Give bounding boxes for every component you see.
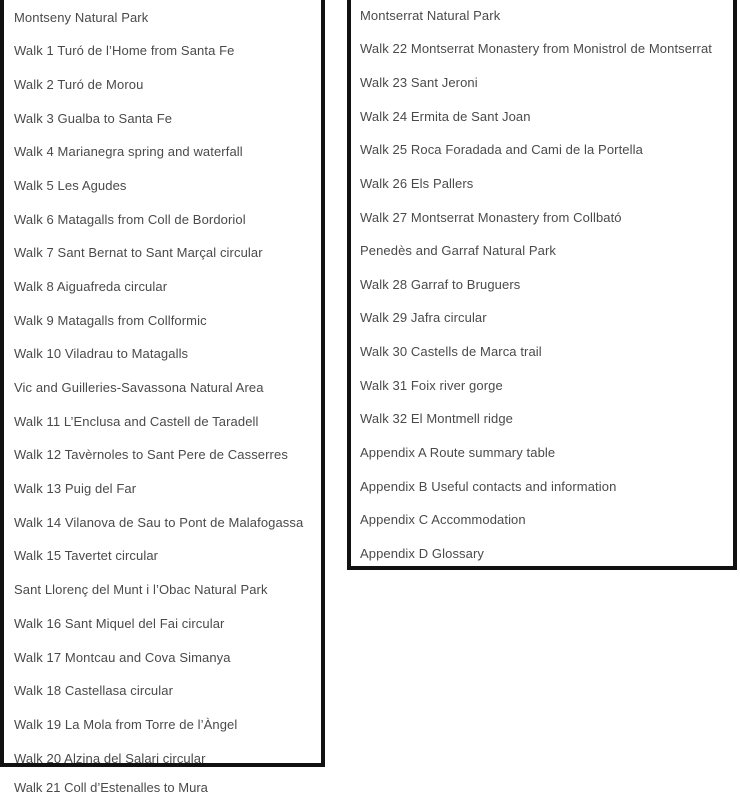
- list-item-walk-6[interactable]: Walk 6 Matagalls from Coll de Bordoriol: [14, 212, 246, 227]
- section-heading-montseny[interactable]: Montseny Natural Park: [14, 10, 149, 25]
- list-item-walk-3[interactable]: Walk 3 Gualba to Santa Fe: [14, 111, 173, 126]
- section-heading-sant-llorenc[interactable]: Sant Llorenç del Munt i l’Obac Natural Park: [14, 582, 268, 597]
- list-item-walk-19[interactable]: Walk 19 La Mola from Torre de l’Àngel: [14, 717, 238, 732]
- section-heading-vic-guilleries[interactable]: Vic and Guilleries-Savassona Natural Area: [14, 380, 264, 395]
- list-item-walk-8[interactable]: Walk 8 Aiguafreda circular: [14, 279, 168, 294]
- list-item-appendix-d[interactable]: Appendix D Glossary: [360, 546, 485, 561]
- list-item-walk-32[interactable]: Walk 32 El Montmell ridge: [360, 411, 514, 426]
- list-item-walk-16[interactable]: Walk 16 Sant Miquel del Fai circular: [14, 616, 225, 631]
- list-item-walk-15[interactable]: Walk 15 Tavertet circular: [14, 548, 159, 563]
- list-item-walk-9[interactable]: Walk 9 Matagalls from Collformic: [14, 313, 207, 328]
- list-item-walk-31[interactable]: Walk 31 Foix river gorge: [360, 378, 503, 393]
- list-item-walk-23[interactable]: Walk 23 Sant Jeroni: [360, 75, 478, 90]
- list-item-walk-1[interactable]: Walk 1 Turó de l’Home from Santa Fe: [14, 43, 235, 58]
- list-item-walk-10[interactable]: Walk 10 Viladrau to Matagalls: [14, 346, 189, 361]
- section-heading-montserrat[interactable]: Montserrat Natural Park: [360, 8, 501, 23]
- list-item-appendix-b[interactable]: Appendix B Useful contacts and information: [360, 479, 617, 494]
- list-item-walk-25[interactable]: Walk 25 Roca Foradada and Cami de la Portella: [360, 142, 643, 157]
- list-item-walk-11[interactable]: Walk 11 L’Enclusa and Castell de Taradell: [14, 414, 259, 429]
- list-item-walk-17[interactable]: Walk 17 Montcau and Cova Simanya: [14, 650, 231, 665]
- list-item-walk-18[interactable]: Walk 18 Castellasa circular: [14, 683, 173, 698]
- right-contents-panel: [347, 0, 737, 570]
- list-item-appendix-c[interactable]: Appendix C Accommodation: [360, 512, 526, 527]
- list-item-walk-29[interactable]: Walk 29 Jafra circular: [360, 310, 487, 325]
- list-item-walk-28[interactable]: Walk 28 Garraf to Bruguers: [360, 277, 521, 292]
- list-item-walk-30[interactable]: Walk 30 Castells de Marca trail: [360, 344, 542, 359]
- list-item-walk-14[interactable]: Walk 14 Vilanova de Sau to Pont de Malafogassa: [14, 515, 304, 530]
- list-item-walk-13[interactable]: Walk 13 Puig del Far: [14, 481, 137, 496]
- list-item-walk-20[interactable]: Walk 20 Alzina del Salari circular: [14, 751, 206, 766]
- list-item-walk-21[interactable]: Walk 21 Coll d’Estenalles to Mura: [14, 780, 208, 795]
- list-item-appendix-a[interactable]: Appendix A Route summary table: [360, 445, 556, 460]
- list-item-walk-7[interactable]: Walk 7 Sant Bernat to Sant Marçal circular: [14, 245, 263, 260]
- list-item-walk-12[interactable]: Walk 12 Tavèrnoles to Sant Pere de Casserres: [14, 447, 288, 462]
- list-item-walk-2[interactable]: Walk 2 Turó de Morou: [14, 77, 144, 92]
- list-item-walk-26[interactable]: Walk 26 Els Pallers: [360, 176, 474, 191]
- list-item-walk-5[interactable]: Walk 5 Les Agudes: [14, 178, 127, 193]
- list-item-walk-22[interactable]: Walk 22 Montserrat Monastery from Monistrol de Montserrat: [360, 41, 712, 56]
- left-contents-panel: [0, 0, 325, 767]
- list-item-walk-24[interactable]: Walk 24 Ermita de Sant Joan: [360, 109, 531, 124]
- list-item-walk-4[interactable]: Walk 4 Marianegra spring and waterfall: [14, 144, 243, 159]
- list-item-walk-27[interactable]: Walk 27 Montserrat Monastery from Collbató: [360, 210, 622, 225]
- section-heading-penedes-garraf[interactable]: Penedès and Garraf Natural Park: [360, 243, 557, 258]
